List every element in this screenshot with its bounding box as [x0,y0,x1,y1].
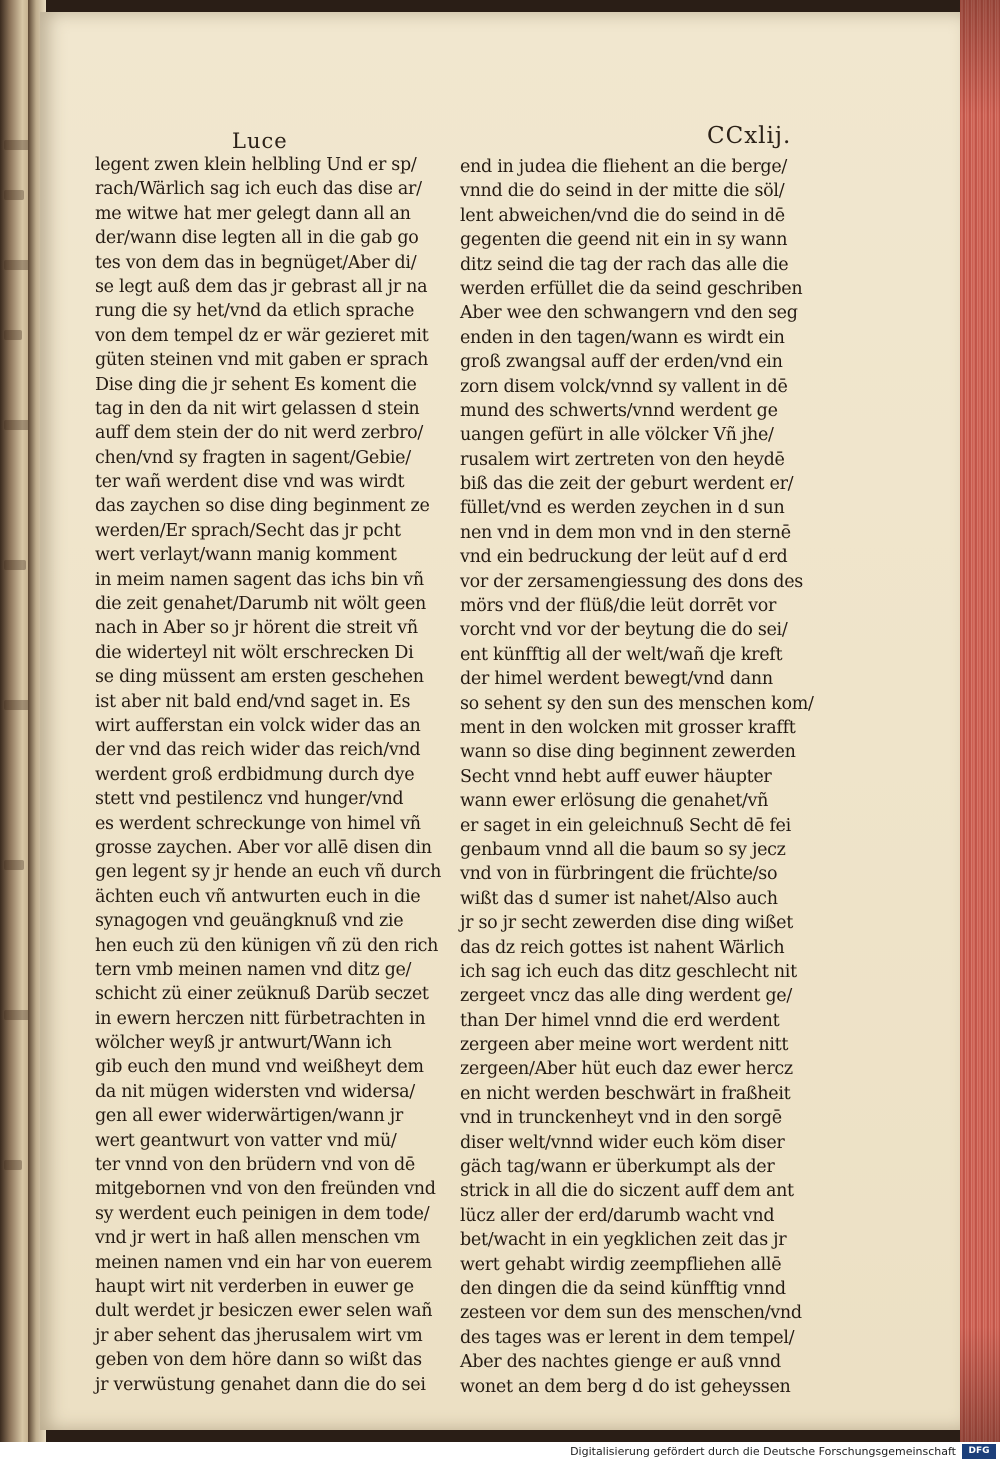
text-line: es werdent schreckunge von himel vñ [95,813,421,834]
text-line: der vnd das reich wider das reich/vnd [95,740,421,761]
text-line: jr so jr secht zewerden dise ding wißet [460,913,793,934]
text-line: jr aber sehent das jherusalem wirt vm [95,1325,423,1346]
text-line: rach/Wärlich sag ich euch das dise ar/ [95,179,422,200]
text-line: en nicht werden beschwärt in fraßheit [460,1083,791,1104]
left-page-fragment [4,260,30,270]
text-line: meinen namen vnd ein har von euerem [95,1252,432,1273]
text-line: ter wañ werdent dise vnd was wirdt [95,472,405,493]
text-line: wann ewer erlösung die genahet/vñ [460,791,769,812]
text-line: gäch tag/wann er überkumpt als der [460,1157,775,1178]
text-line: mund des schwerts/vnnd werdent ge [460,400,778,421]
text-line: genbaum vnnd all die baum so sy jecz [460,839,786,860]
text-line: ist aber nit bald end/vnd saget in. Es [95,691,411,712]
text-line: mörs vnd der flüß/die leüt dorrēt vor [460,596,777,617]
text-line: vorcht vnd vor der beytung die do sei/ [460,620,788,641]
text-line: rung die sy het/vnd da etlich sprache [95,301,415,322]
text-line: groß zwangsal auff der erden/vnd ein [460,352,783,373]
text-line: rusalem wirt zertreten von den heydē [460,449,785,470]
text-line: des tages was er lerent in dem tempel/ [460,1327,795,1348]
text-line: Secht vnnd hebt auff euwer häupter [460,766,772,787]
text-line: güten steinen vnd mit gaben er sprach [95,350,429,371]
right-text-column [460,155,814,1399]
text-line: lent abweichen/vnd die do seind in dē [460,205,785,226]
text-line: tes von dem das in begnüget/Aber di/ [95,252,417,273]
text-line: das zaychen so dise ding beginment ze [95,496,430,517]
text-line: tag in den da nit wirt gelassen d stein [95,398,420,419]
text-line: ter vnnd von den brüdern vnd von dē [95,1155,415,1176]
text-line: auff dem stein der do nit werd zerbro/ [95,423,423,444]
text-line: wert verlayt/wann manig komment [95,545,397,566]
text-line: biß das die zeit der geburt werdent er/ [460,474,794,495]
text-line: Dise ding die jr sehent Es koment die [95,374,417,395]
text-line: zorn disem volck/vnnd sy vallent in dē [460,376,788,397]
text-line: zergeen aber meine wort werdent nitt [460,1035,789,1056]
text-line: vor der zersamengiessung des dons des [460,571,803,592]
text-line: ent künfftig all der welt/wañ dje kreft [460,644,783,665]
text-line: nach in Aber so jr hörent die streit vñ [95,618,418,639]
text-line: sy werdent euch peinigen in dem tode/ [95,1203,430,1224]
text-line: ächten euch vñ antwurten euch in die [95,886,421,907]
text-line: dult werdet jr besiczen ewer selen wañ [95,1301,433,1322]
text-line: haupt wirt nit verderben in euwer ge [95,1276,414,1297]
dfg-logo: DFG [962,1444,996,1459]
text-line: enden in den tagen/wann es wirdt ein [460,327,785,348]
text-line: füllet/vnd es werden zeychen in d sun [460,498,785,519]
text-line: nen vnd in dem mon vnd in den sternē [460,522,791,543]
text-line: so sehent sy den sun des menschen kom/ [460,693,814,714]
text-line: strick in all die do siczent auff dem ant [460,1181,794,1202]
left-page-fragment [4,1160,22,1170]
text-line: stett vnd pestilencz vnd hunger/vnd [95,789,404,810]
text-line: werden erfüllet die da seind geschriben [460,278,803,299]
text-line: in ewern herczen nitt fürbetrachten in [95,1008,426,1029]
text-line: Aber wee den schwangern vnd den seg [460,303,798,324]
text-line: gib euch den mund vnd weißheyt dem [95,1057,424,1078]
text-line: Aber des nachtes gienge er auß vnnd [460,1352,781,1373]
text-line: zesteen vor dem sun des menschen/vnd [460,1303,802,1324]
text-line: die zeit genahet/Darumb nit wölt geen [95,594,427,615]
left-page-fragment [4,330,22,340]
text-line: werden/Er sprach/Secht das jr pcht [95,520,401,541]
text-line: synagogen vnd geuängknuß vnd zie [95,911,404,932]
text-line: wert gehabt wirdig zeempfliehen allē [460,1254,782,1275]
text-line: bet/wacht in ein yegklichen zeit das jr [460,1230,787,1251]
text-line: zergeen/Aber hüt euch daz ewer hercz [460,1059,793,1080]
text-line: vnd jr wert in haß allen menschen vm [95,1228,420,1249]
funding-credit: Digitalisierung gefördert durch die Deutsche Forschungsgemeinschaft [570,1445,956,1458]
text-line: than Der himel vnnd die erd werdent [460,1010,780,1031]
text-line: wölcher weyß jr antwurt/Wann ich [95,1033,392,1054]
text-line: da nit mügen widersten vnd widersa/ [95,1081,415,1102]
left-page-fragment [4,1010,30,1020]
text-line: chen/vnd sy fragten in sagent/Gebie/ [95,447,411,468]
text-line: me witwe hat mer gelegt dann all an [95,203,411,224]
text-line: legent zwen klein helbling Und er sp/ [95,155,417,175]
text-line: se ding müssent am ersten geschehen [95,667,424,688]
text-line: diser welt/vnnd wider euch köm diser [460,1132,785,1153]
text-line: der/wann dise legten all in die gab go [95,228,419,249]
text-line: wonet an dem berg d do ist geheyssen [460,1376,791,1397]
text-line: vnd ein bedruckung der leüt auf d erd [460,547,788,568]
text-line: uangen gefürt in alle völcker Vñ jhe/ [460,425,774,446]
text-line: wann so dise ding beginnent zewerden [460,742,796,763]
left-page-fragment [4,190,24,200]
book-page [40,12,962,1430]
text-line: jr verwüstung genahet dann die do sei [95,1374,426,1395]
text-line: end in judea die fliehent an die berge/ [460,157,787,177]
text-line: gen legent sy jr hende an euch vñ durch [95,862,442,883]
text-line: werdent groß erdbidmung durch dye [95,764,415,785]
left-page-fragment [4,860,24,870]
text-line: vnd von in fürbringent die früchte/so [460,864,778,885]
text-line: lücz aller der erd/darumb wacht vnd [460,1205,775,1226]
text-line: der himel werdent bewegt/vnd dann [460,669,773,690]
text-line: geben von dem höre dann so wißt das [95,1350,422,1371]
text-line: er saget in ein geleichnuß Secht dē fei [460,815,791,836]
text-line: mitgebornen vnd von den freünden vnd [95,1179,436,1200]
text-line: ich sag ich euch das ditz geschlecht nit [460,961,797,982]
text-line: ment in den wolcken mit grosser krafft [460,717,796,738]
text-line: gen all ewer widerwärtigen/wann jr [95,1106,403,1127]
left-page-fragment [4,420,30,430]
text-line: wißt das d sumer ist nahet/Also auch [460,888,778,909]
text-line: se legt auß dem das jr gebrast all jr na [95,276,428,297]
text-line: das dz reich gottes ist nahent Wärlich [460,937,785,958]
digitization-footer [0,1442,1000,1462]
text-line: hen euch zü den künigen vñ zü den rich [95,935,439,956]
text-line: grosse zaychen. Aber vor allē disen din [95,837,432,858]
text-line: von dem tempel dz er wär gezieret mit [95,325,429,346]
folio-number: CCxlij. [707,123,792,149]
text-line: den dingen die da seind künfftig vnnd [460,1278,786,1299]
text-line: die widerteyl nit wölt erschrecken Di [95,642,414,663]
left-text-column [95,153,442,1397]
text-line: zergeet vncz das alle ding werdent ge/ [460,986,792,1007]
text-line: vnnd die do seind in der mitte die söl/ [460,181,785,202]
left-page-fragment [4,560,26,570]
left-page-fragment [4,140,30,150]
red-fore-edge [960,0,1000,1442]
text-line: vnd in trunckenheyt vnd in den sorgē [460,1108,782,1129]
text-line: tern vmb meinen namen vnd ditz ge/ [95,959,412,980]
text-line: wert geantwurt von vatter vnd mü/ [95,1130,397,1151]
running-head-left: Luce [232,129,288,153]
text-line: schicht zü einer zeüknuß Darüb seczet [95,984,429,1005]
text-line: ditz seind die tag der rach das alle die [460,254,789,275]
text-line: wirt aufferstan ein volck wider das an [95,715,421,736]
text-line: gegenten die geend nit ein in sy wann [460,230,788,251]
text-line: in meim namen sagent das ichs bin vñ [95,569,424,590]
left-page-fragment [4,700,30,710]
